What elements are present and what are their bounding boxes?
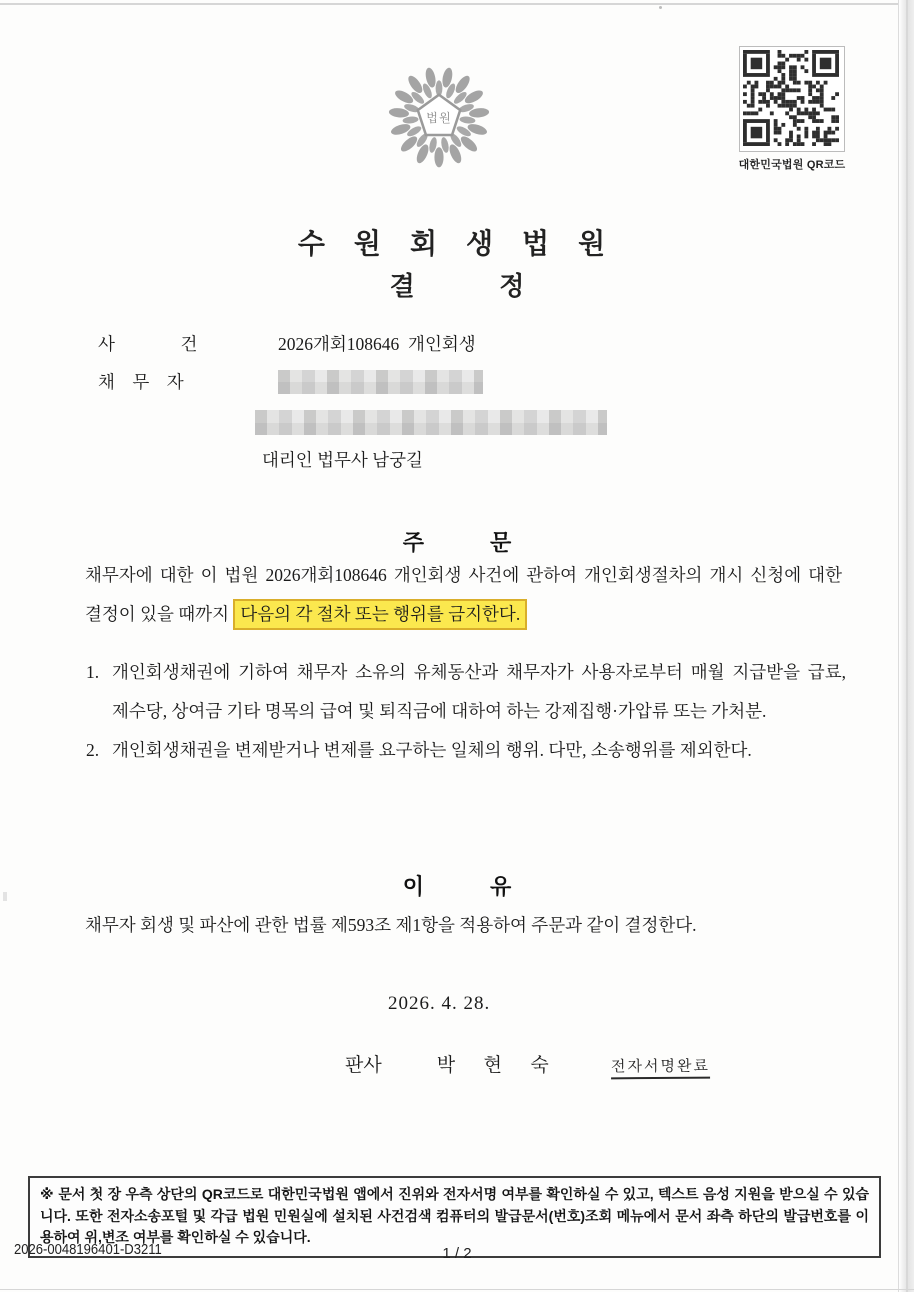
qr-label: 대한민국법원 QR코드 [738,159,846,171]
item-text: 개인회생채권에 기하여 채무자 소유의 유체동산과 채무자가 사용자로부터 매월 지급받을 급료, 제수당, 상여금 기타 명목의 급여 및 퇴직금에 대하여 하는 강제집행·가압류 또는 가처분. [112,662,846,721]
esign-stamp: 전자서명완료 [611,1055,710,1080]
judge-row [345,1050,710,1079]
order-list [86,653,846,770]
qr-code-icon [739,46,845,152]
debtor-row [85,369,483,394]
list-item [86,653,846,731]
order-heading: 주 문 [402,530,512,555]
judge-label: 판사 [345,1055,382,1076]
page-indicator: 1 / 2 [442,1245,472,1262]
debtor-label: 채 무 자 [98,372,184,392]
order-highlight: 다음의 각 절차 또는 행위를 금지한다. [233,599,527,630]
case-number-row [85,331,476,356]
reason-heading: 이 유 [402,874,512,899]
case-label: 사 건 [98,334,198,354]
qr-code-block [728,46,856,172]
list-item [86,731,846,770]
scan-artifact-top-line [0,3,914,5]
redacted-debtor-address [255,410,607,435]
case-number: 2026개회108646 개인회생 [278,334,476,354]
item-number: 2. [86,740,100,760]
scan-artifact-speck [659,6,662,9]
reason-body: 채무자 회생 및 파산에 관한 법률 제593조 제1항을 적용하여 주문과 같이 결정한다. [85,915,697,935]
document-type-title: 결 정 [389,272,525,301]
notice-text: ※ 문서 첫 장 우측 상단의 QR코드로 대한민국법원 앱에서 진위와 전자서명 여부를 확인하실 수 있고, 텍스트 음성 지원을 받으실 수 있습니다. 또한 전자소송포털 및 각급 법원 민원실에 설치된 사건검색 컴퓨터의 발급문서(번호)조회 메뉴에서 문서 좌측 하단의 발급번호를 이용하여 위,변조 여부를 확인하실 수 있습니다. [40,1186,869,1245]
court-name-title: 수 원 회 생 법 원 [297,229,617,260]
item-number: 1. [86,662,100,682]
scan-artifact-bottom-line [0,1289,914,1290]
attorney-line: 대리인 법무사 남궁길 [262,450,423,470]
order-text: 채무자에 대한 이 법원 2026개회108646 개인회생 사건에 관하여 개인회생절차의 개시 신청에 대한 결정이 있을 때까지 [85,565,842,624]
decision-date: 2026. 4. 28. [388,993,491,1014]
court-seal-icon [386,64,492,170]
item-text: 개인회생채권을 변제받거나 변제를 요구하는 일체의 행위. 다만, 소송행위를 제외한다. [112,740,752,760]
order-paragraph [85,556,842,634]
scan-artifact-right-band [898,0,914,1292]
redacted-debtor-name [278,370,483,394]
seal-text: 법원 [426,110,452,125]
issue-number: 2026-0048196401-D3211 [14,1242,162,1258]
judge-name: 박 현 숙 [436,1055,549,1076]
